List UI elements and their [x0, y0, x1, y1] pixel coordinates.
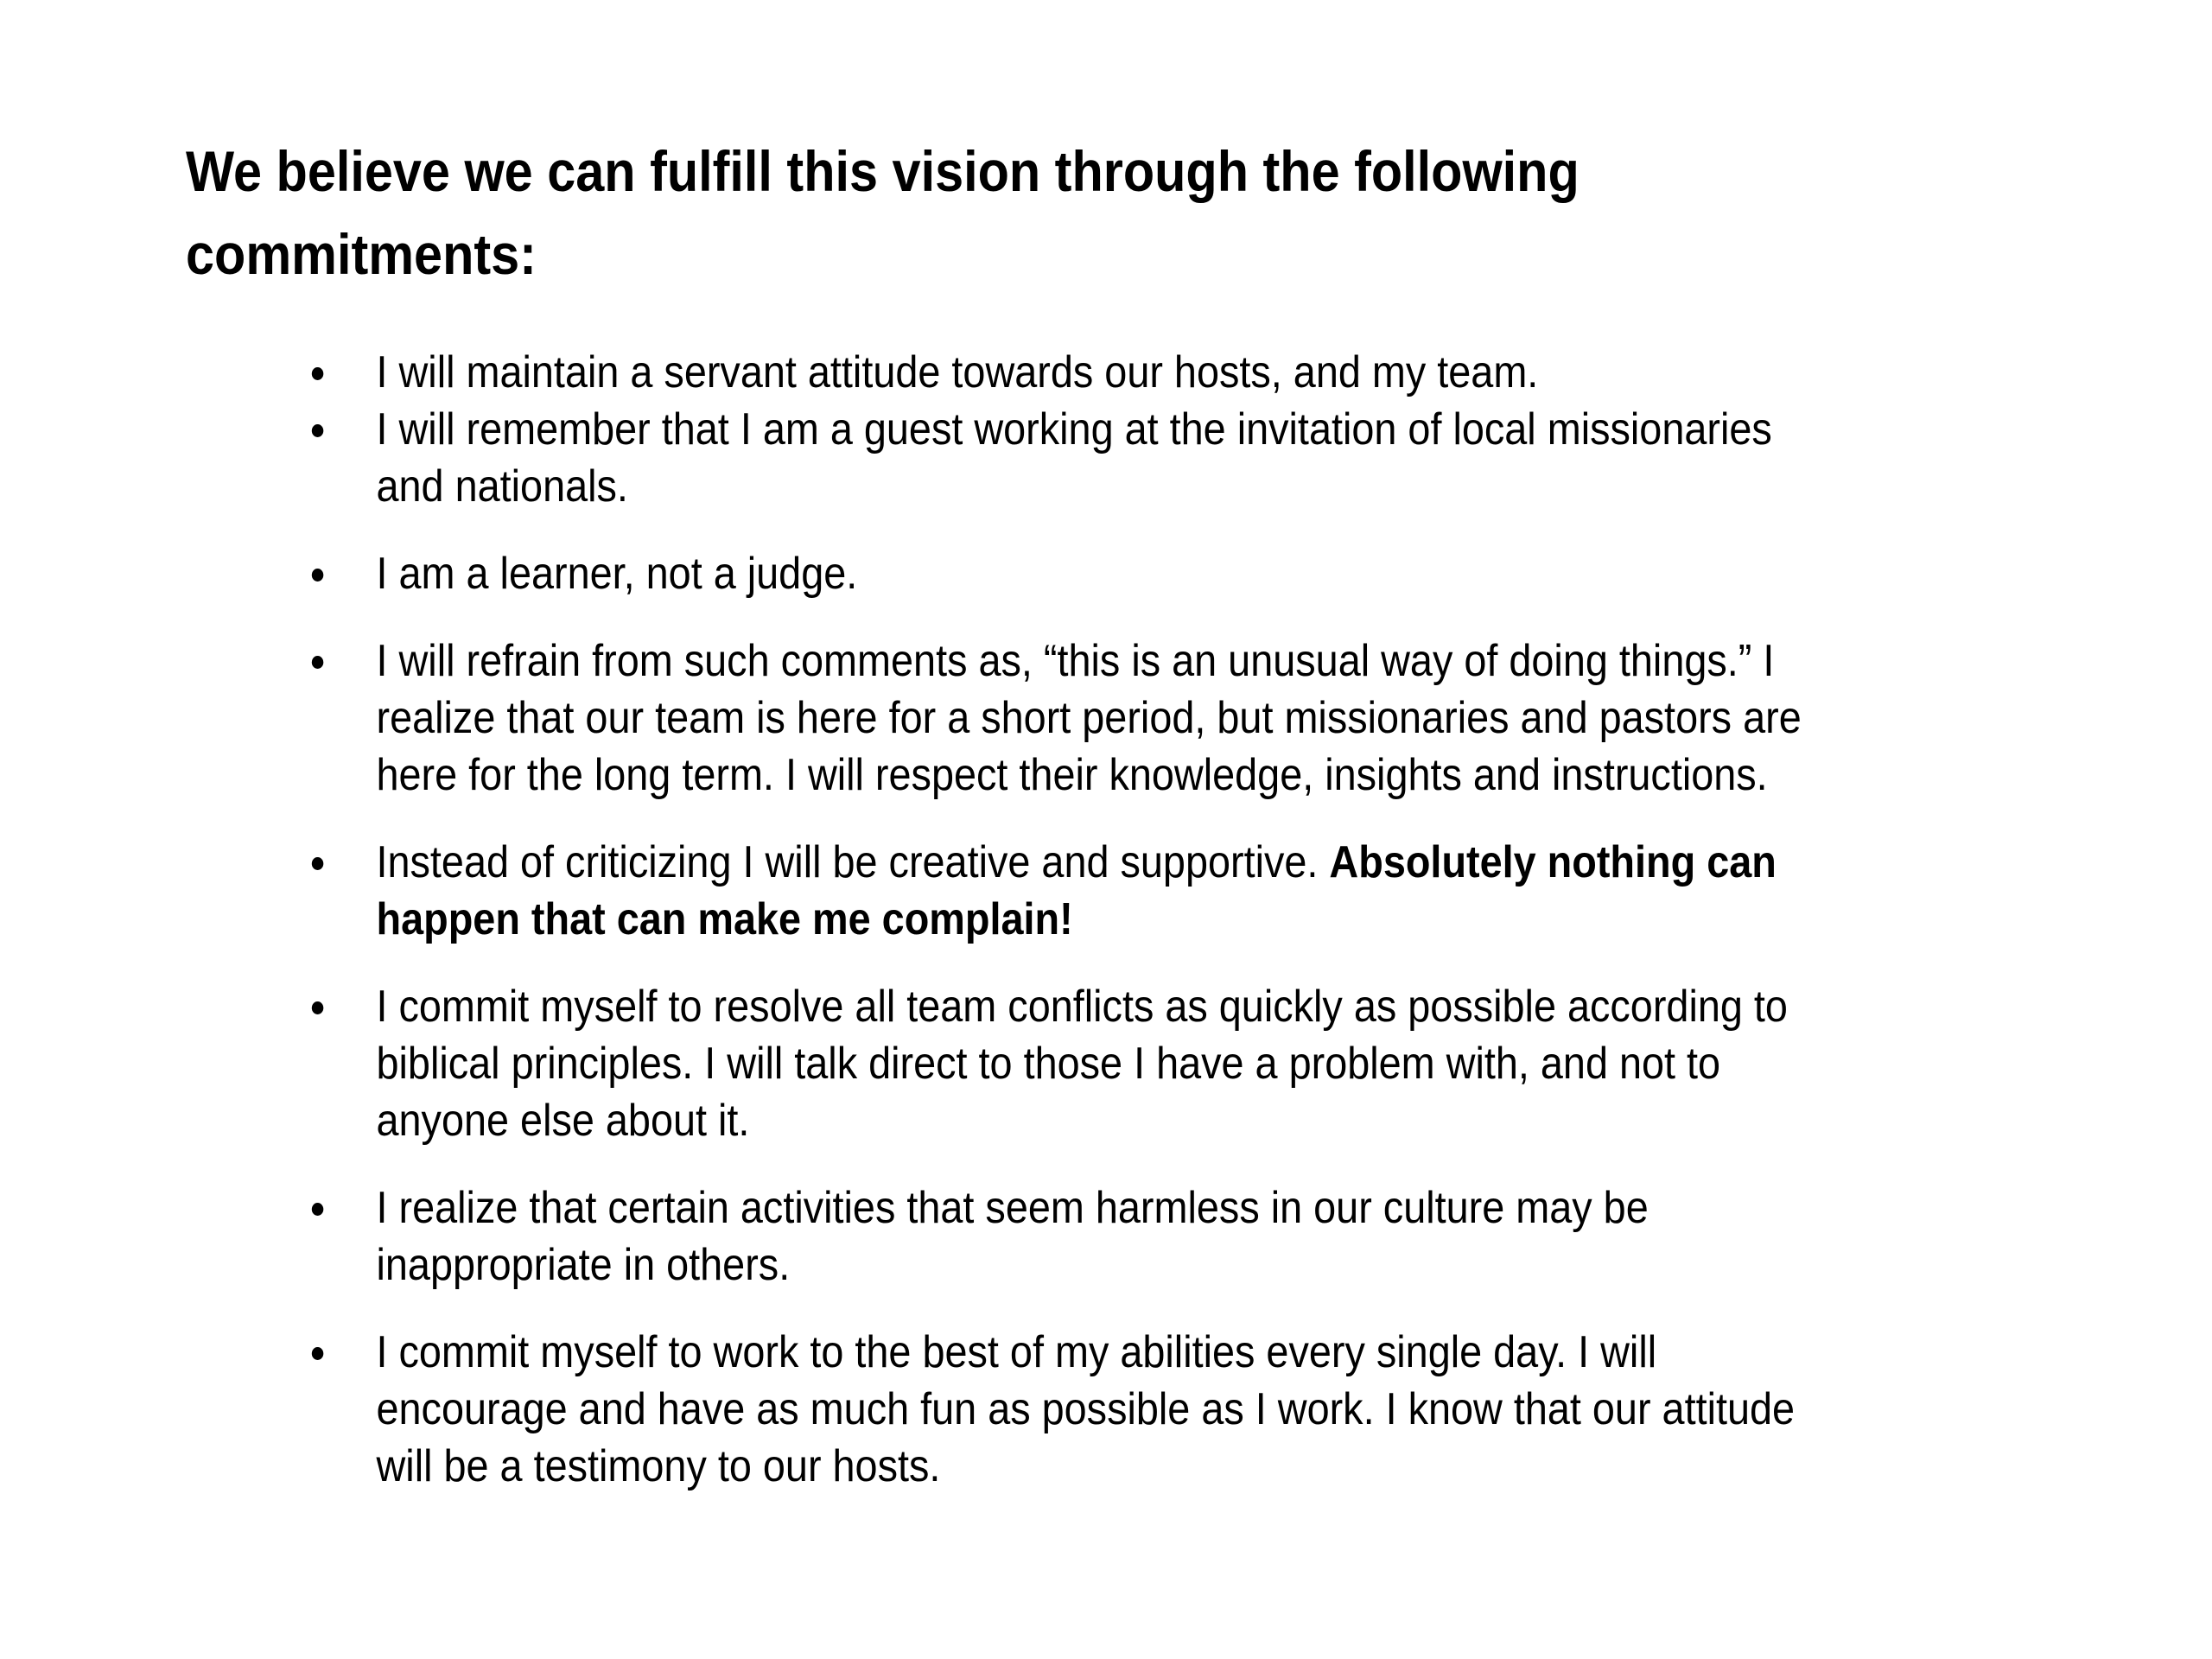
list-item-text: I commit myself to work to the best of my abilities every single day. I will encourage and have as much fun as possible as I work. I know that our attitude will be a testimony to our hosts. [376, 1327, 1796, 1491]
list-item-text: I am a learner, not a judge. [376, 549, 858, 599]
list-item [186, 1179, 1819, 1294]
list-item-text: I commit myself to resolve all team conflicts as quickly as possible according to biblical principles. I will talk direct to those I have a problem with, and not to anyone else about it. [376, 982, 1788, 1146]
commitments-list [186, 344, 2000, 1495]
list-item-text: Instead of criticizing I will be creative and supportive. [376, 837, 1330, 887]
list-item [186, 344, 1819, 401]
list-item [186, 978, 1819, 1149]
list-item [186, 545, 1819, 602]
list-item-text: I will maintain a servant attitude towards our hosts, and my team. [376, 347, 1539, 397]
list-item [186, 401, 1819, 515]
list-item-text: I realize that certain activities that seem harmless in our culture may be inappropriate in others. [376, 1183, 1649, 1290]
page-title: We believe we can fulfill this vision through the following commitments: [186, 139, 1580, 286]
list-item-text: I will refrain from such comments as, “this is an unusual way of doing things.” I realize that our team is here for a short period, but missionaries and pastors are here for the long term. I will respect their knowledge, insights and instructions. [376, 636, 1802, 800]
list-item [186, 632, 1819, 804]
list-item [186, 1324, 1819, 1495]
list-item [186, 834, 1819, 948]
list-item-emphasis: Absolutely nothing can happen that can make me complain! [376, 837, 1777, 944]
list-item-text: I will remember that I am a guest working at the invitation of local missionaries and nationals. [376, 404, 1772, 512]
